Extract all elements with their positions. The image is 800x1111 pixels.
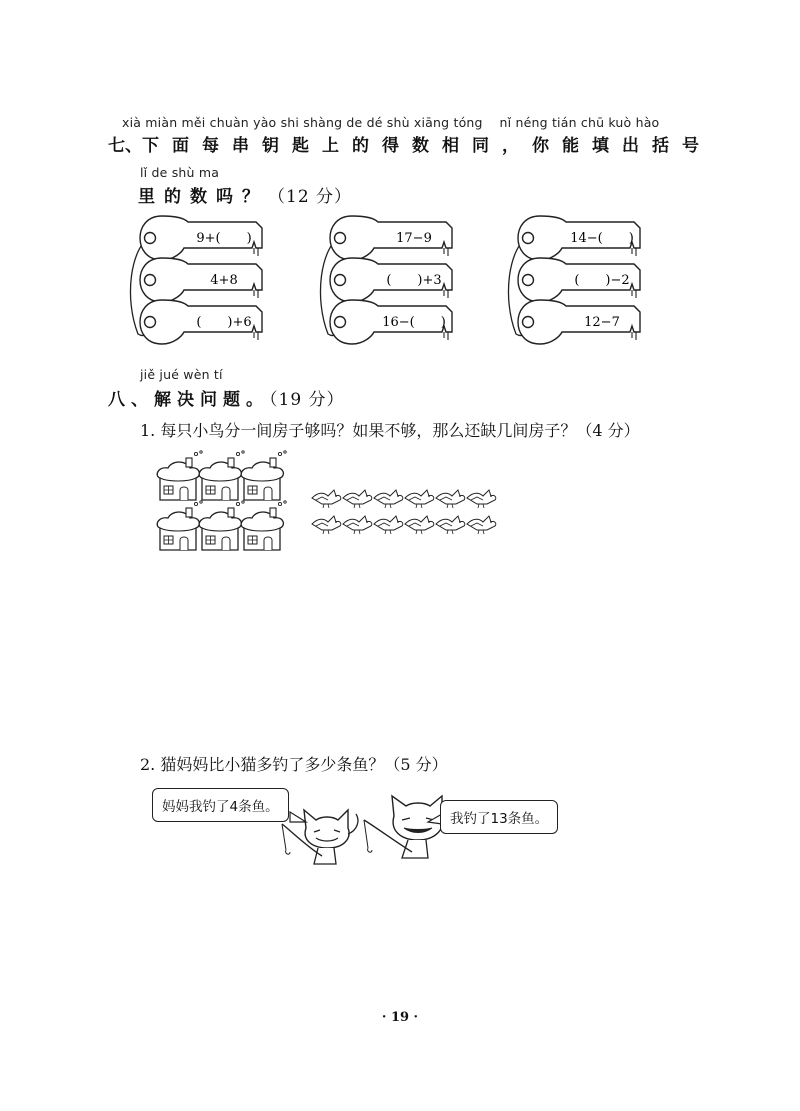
- section7-title-text: 下面每串钥匙上的得数相同，你能填出括号: [142, 136, 712, 156]
- section7-pinyin-line2: lǐ de shù ma: [140, 165, 220, 180]
- key-expression: ( )−2: [574, 273, 630, 288]
- section7-title-text2: 里的数吗？: [138, 187, 268, 207]
- section8-score: （19 分）: [269, 390, 345, 410]
- key-expression: 9+( ): [196, 231, 252, 246]
- key-expression: 14−( ): [570, 231, 634, 246]
- mother-cat-illustration: [364, 796, 452, 858]
- key-expression: 12−7: [584, 315, 620, 330]
- key-expression: 16−( ): [382, 315, 446, 330]
- section7-score: （12 分）: [268, 187, 353, 207]
- section8-pinyin: jiě jué wèn tí: [140, 367, 223, 382]
- section8-title-text: 八、解决问题。: [108, 390, 269, 410]
- key-expression: ( )+6: [196, 315, 252, 330]
- question-1: 1. 每只小鸟分一间房子够吗？如果不够，那么还缺几间房子？（4 分）: [140, 421, 640, 440]
- key-expression: 17−9: [396, 231, 432, 246]
- mother-speech-bubble: 我钓了13条鱼。: [440, 800, 558, 834]
- section7-number: 七、: [108, 136, 142, 156]
- key-expression: 4+8: [210, 273, 238, 288]
- section7-pinyin-line1: xià miàn měi chuàn yào shi shàng de dé shù xiāng tóng nǐ néng tián chū kuò hào: [122, 115, 660, 130]
- question-2: 2. 猫妈妈比小猫多钓了多少条鱼？（5 分）: [140, 755, 448, 774]
- page-number: · 19 ·: [381, 1010, 419, 1025]
- key-expression: ( )+3: [386, 273, 442, 288]
- kitten-speech-bubble: 妈妈我钓了4条鱼。: [152, 788, 289, 822]
